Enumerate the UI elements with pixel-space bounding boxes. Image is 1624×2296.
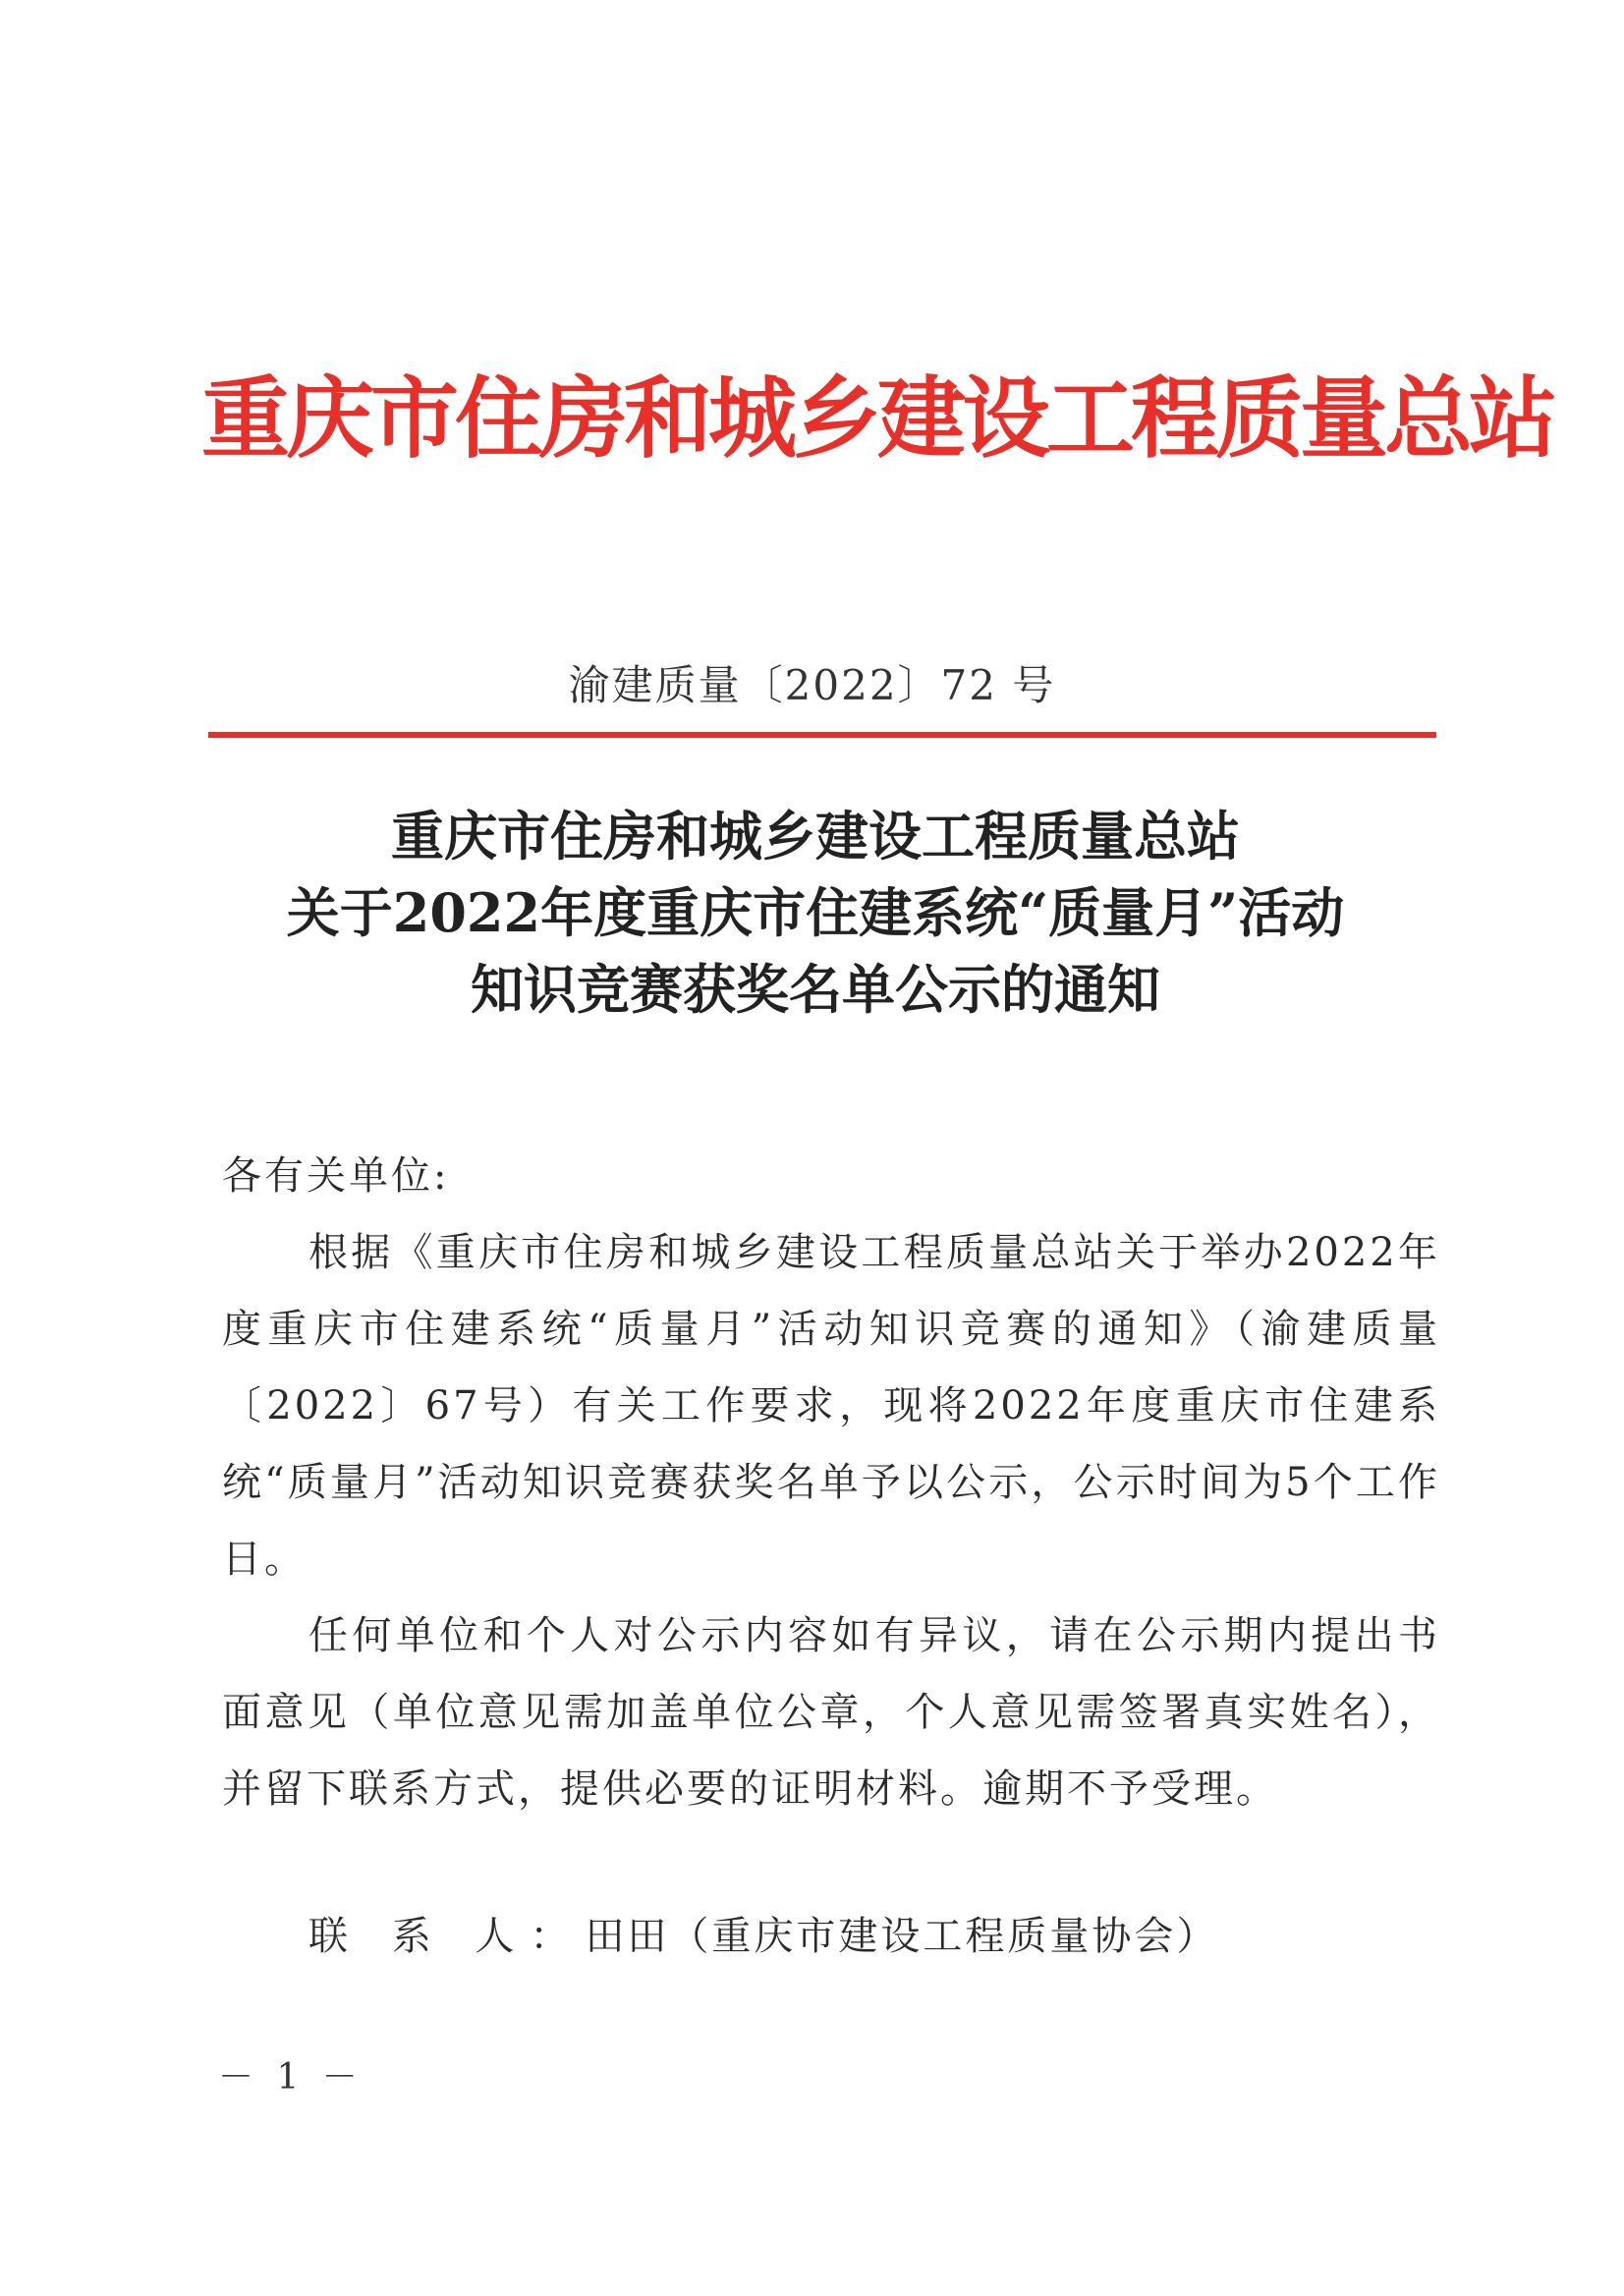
notice-title [177, 798, 1454, 1028]
title-line-3: 知识竞赛获奖名单公示的通知 [471, 958, 1160, 1021]
document-number: 渝建质量〔2022〕72 号 [568, 661, 1056, 709]
contact-label: 联 系 人： [308, 1914, 586, 1959]
title-line-2: 关于2022年度重庆市住建系统“质量月”活动 [286, 881, 1345, 944]
issuer-masthead: 重庆市住房和城乡建设工程质量总站 [201, 367, 1553, 471]
body-paragraph-2: 任何单位和个人对公示内容如有异议，请在公示期内提出书面意见（单位意见需加盖单位公章，个人意见需签署真实姓名），并留下联系方式，提供必要的证明材料。逾期不予受理。 [222, 1613, 1440, 1812]
body-paragraph-1: 根据《重庆市住房和城乡建设工程质量总站关于举办2022年度重庆市住建系统“质量月”活动知识竞赛的通知》（渝建质量〔2022〕67号）有关工作要求，现将2022年度重庆市住建系统“质量月”活动知识竞赛获奖名单予以公示，公示时间为5个工作日。 [222, 1230, 1440, 1582]
contact-line [308, 1898, 1218, 1975]
red-divider-line [208, 732, 1436, 738]
salutation: 各有关单位: [222, 1153, 450, 1199]
title-line-1: 重庆市住房和城乡建设工程质量总站 [391, 805, 1240, 868]
contact-value: 田田（重庆市建设工程质量协会） [585, 1914, 1219, 1959]
page-number: － 1 － [218, 2057, 364, 2098]
